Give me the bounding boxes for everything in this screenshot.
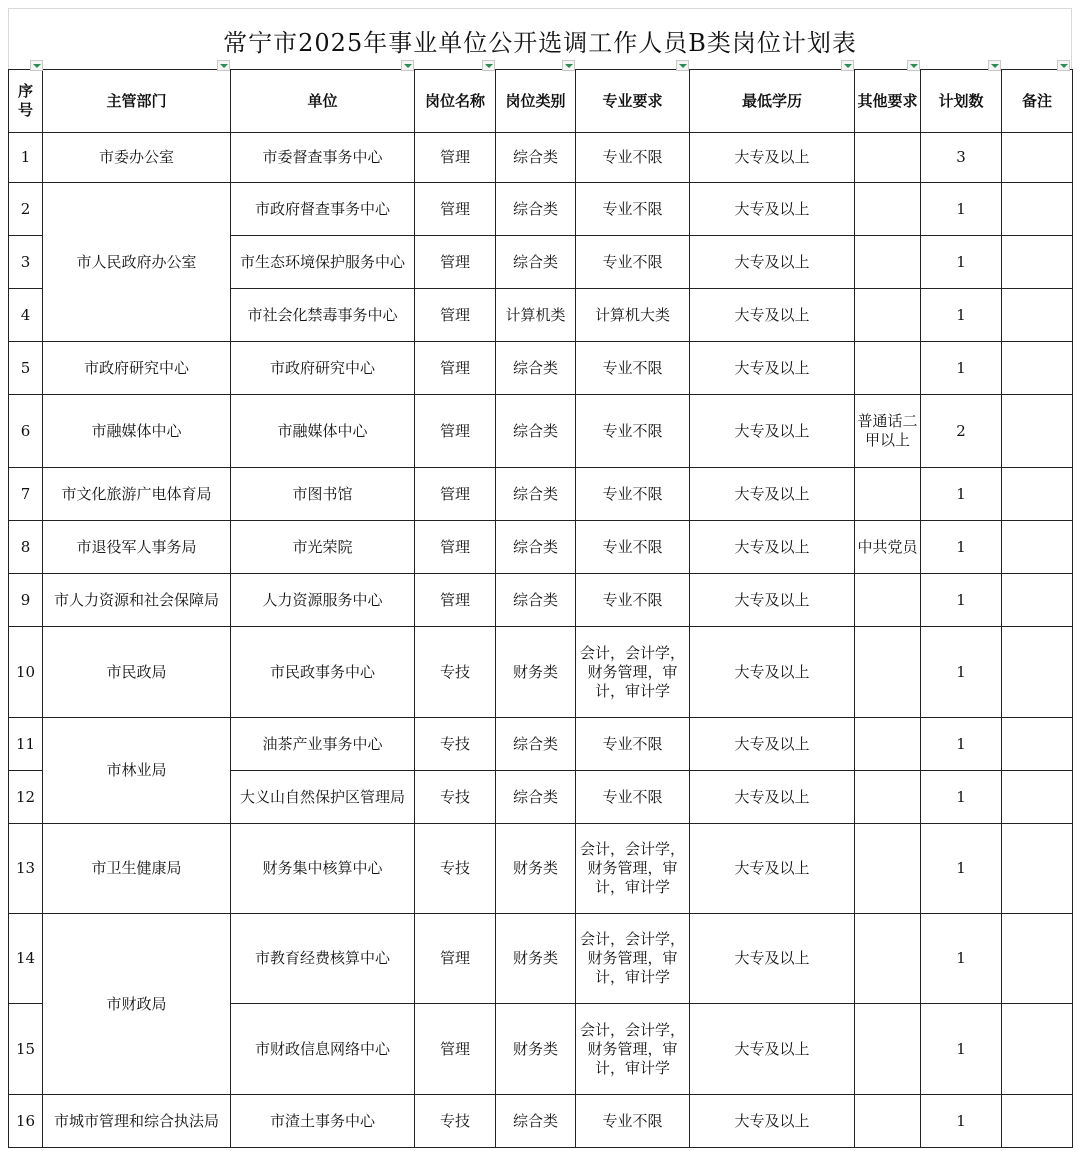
cell-plan[interactable]: 3 xyxy=(921,133,1002,183)
cell-dept[interactable]: 市人民政府办公室 xyxy=(43,183,231,342)
cell-unit[interactable]: 市光荣院 xyxy=(231,521,415,574)
cell-unit[interactable]: 市教育经费核算中心 xyxy=(231,914,415,1004)
cell-unit[interactable]: 油茶产业事务中心 xyxy=(231,718,415,771)
table-row xyxy=(9,521,1073,574)
cell-unit[interactable]: 财务集中核算中心 xyxy=(231,824,415,914)
cell-unit[interactable]: 市社会化禁毒事务中心 xyxy=(231,289,415,342)
cell-other[interactable] xyxy=(855,627,921,718)
cell-plan[interactable]: 1 xyxy=(921,1095,1002,1148)
cell-plan[interactable]: 1 xyxy=(921,627,1002,718)
cell-note[interactable] xyxy=(1002,1095,1073,1148)
cell-other[interactable] xyxy=(855,771,921,824)
table-row xyxy=(9,914,1073,1004)
cell-post[interactable]: 管理 xyxy=(415,183,496,236)
cell-major[interactable]: 会计，会计学，财务管理，审计，审计学 xyxy=(576,1004,690,1095)
cell-plan[interactable]: 1 xyxy=(921,771,1002,824)
cell-type[interactable]: 综合类 xyxy=(496,236,576,289)
cell-major[interactable]: 专业不限 xyxy=(576,133,690,183)
cell-type[interactable]: 综合类 xyxy=(496,521,576,574)
cell-post[interactable]: 管理 xyxy=(415,914,496,1004)
cell-dept[interactable]: 市融媒体中心 xyxy=(43,395,231,468)
filter-dropdown-icon[interactable] xyxy=(988,60,1001,71)
cell-major[interactable]: 专业不限 xyxy=(576,468,690,521)
cell-unit[interactable]: 大义山自然保护区管理局 xyxy=(231,771,415,824)
cell-edu[interactable]: 大专及以上 xyxy=(690,468,855,521)
cell-major[interactable]: 专业不限 xyxy=(576,1095,690,1148)
table-row xyxy=(9,133,1073,183)
filter-dropdown-icon[interactable] xyxy=(401,60,414,71)
cell-note[interactable] xyxy=(1002,395,1073,468)
cell-unit[interactable]: 市财政信息网络中心 xyxy=(231,1004,415,1095)
table-row xyxy=(9,183,1073,236)
header-row xyxy=(9,70,1073,133)
cell-other[interactable] xyxy=(855,236,921,289)
cell-major[interactable]: 专业不限 xyxy=(576,771,690,824)
cell-dept[interactable]: 市财政局 xyxy=(43,914,231,1095)
cell-other[interactable]: 普通话二甲以上 xyxy=(855,395,921,468)
cell-dept[interactable]: 市人力资源和社会保障局 xyxy=(43,574,231,627)
cell-edu[interactable]: 大专及以上 xyxy=(690,1004,855,1095)
cell-major[interactable]: 计算机大类 xyxy=(576,289,690,342)
cell-edu[interactable]: 大专及以上 xyxy=(690,236,855,289)
table-row xyxy=(9,342,1073,395)
cell-post[interactable]: 管理 xyxy=(415,521,496,574)
header-seq[interactable]: 序号 xyxy=(9,70,43,133)
cell-note[interactable] xyxy=(1002,771,1073,824)
cell-type[interactable]: 综合类 xyxy=(496,468,576,521)
cell-plan[interactable]: 1 xyxy=(921,183,1002,236)
cell-major[interactable]: 专业不限 xyxy=(576,395,690,468)
cell-other[interactable] xyxy=(855,1004,921,1095)
cell-note[interactable] xyxy=(1002,289,1073,342)
cell-edu[interactable]: 大专及以上 xyxy=(690,771,855,824)
cell-edu[interactable]: 大专及以上 xyxy=(690,574,855,627)
cell-note[interactable] xyxy=(1002,521,1073,574)
cell-dept[interactable]: 市城市管理和综合执法局 xyxy=(43,1095,231,1148)
cell-other[interactable] xyxy=(855,718,921,771)
cell-plan[interactable]: 1 xyxy=(921,468,1002,521)
cell-seq[interactable]: 4 xyxy=(9,289,43,342)
cell-plan[interactable]: 1 xyxy=(921,574,1002,627)
header-other[interactable]: 其他要求 xyxy=(855,70,921,133)
header-unit[interactable]: 单位 xyxy=(231,70,415,133)
cell-seq[interactable]: 11 xyxy=(9,718,43,771)
cell-edu[interactable]: 大专及以上 xyxy=(690,627,855,718)
table-row xyxy=(9,627,1073,718)
cell-unit[interactable]: 市民政事务中心 xyxy=(231,627,415,718)
cell-edu[interactable]: 大专及以上 xyxy=(690,289,855,342)
cell-post[interactable]: 专技 xyxy=(415,824,496,914)
cell-other[interactable] xyxy=(855,342,921,395)
cell-edu[interactable]: 大专及以上 xyxy=(690,824,855,914)
cell-type[interactable]: 财务类 xyxy=(496,1004,576,1095)
cell-unit[interactable]: 市政府督查事务中心 xyxy=(231,183,415,236)
filter-dropdown-icon[interactable] xyxy=(907,60,920,71)
cell-note[interactable] xyxy=(1002,1004,1073,1095)
cell-note[interactable] xyxy=(1002,183,1073,236)
filter-dropdown-icon[interactable] xyxy=(676,60,689,71)
cell-post[interactable]: 专技 xyxy=(415,627,496,718)
cell-edu[interactable]: 大专及以上 xyxy=(690,133,855,183)
cell-post[interactable]: 管理 xyxy=(415,236,496,289)
cell-type[interactable]: 综合类 xyxy=(496,183,576,236)
cell-post[interactable]: 专技 xyxy=(415,771,496,824)
table-row xyxy=(9,718,1073,771)
table-row xyxy=(9,1095,1073,1148)
cell-major[interactable]: 专业不限 xyxy=(576,183,690,236)
table-row xyxy=(9,468,1073,521)
cell-dept[interactable]: 市政府研究中心 xyxy=(43,342,231,395)
cell-seq[interactable]: 7 xyxy=(9,468,43,521)
spreadsheet xyxy=(8,8,1072,1148)
filter-dropdown-icon[interactable] xyxy=(841,60,854,71)
cell-seq[interactable]: 10 xyxy=(9,627,43,718)
cell-other[interactable] xyxy=(855,824,921,914)
cell-edu[interactable]: 大专及以上 xyxy=(690,342,855,395)
cell-seq[interactable]: 8 xyxy=(9,521,43,574)
header-post[interactable]: 岗位名称 xyxy=(415,70,496,133)
cell-note[interactable] xyxy=(1002,236,1073,289)
cell-dept[interactable]: 市文化旅游广电体育局 xyxy=(43,468,231,521)
cell-unit[interactable]: 市渣土事务中心 xyxy=(231,1095,415,1148)
cell-seq[interactable]: 5 xyxy=(9,342,43,395)
cell-note[interactable] xyxy=(1002,342,1073,395)
cell-plan[interactable]: 1 xyxy=(921,914,1002,1004)
cell-major[interactable]: 会计，会计学，财务管理，审计，审计学 xyxy=(576,627,690,718)
header-edu[interactable]: 最低学历 xyxy=(690,70,855,133)
cell-other[interactable] xyxy=(855,468,921,521)
cell-unit[interactable]: 市生态环境保护服务中心 xyxy=(231,236,415,289)
cell-post[interactable]: 管理 xyxy=(415,133,496,183)
cell-seq[interactable]: 14 xyxy=(9,914,43,1004)
cell-post[interactable]: 管理 xyxy=(415,574,496,627)
cell-note[interactable] xyxy=(1002,914,1073,1004)
cell-plan[interactable]: 1 xyxy=(921,342,1002,395)
cell-post[interactable]: 管理 xyxy=(415,468,496,521)
cell-note[interactable] xyxy=(1002,627,1073,718)
cell-type[interactable]: 综合类 xyxy=(496,133,576,183)
cell-seq[interactable]: 2 xyxy=(9,183,43,236)
cell-post[interactable]: 管理 xyxy=(415,342,496,395)
cell-edu[interactable]: 大专及以上 xyxy=(690,183,855,236)
cell-note[interactable] xyxy=(1002,133,1073,183)
cell-unit[interactable]: 市融媒体中心 xyxy=(231,395,415,468)
cell-unit[interactable]: 市委督查事务中心 xyxy=(231,133,415,183)
cell-seq[interactable]: 6 xyxy=(9,395,43,468)
cell-major[interactable]: 专业不限 xyxy=(576,718,690,771)
cell-dept[interactable]: 市林业局 xyxy=(43,718,231,824)
cell-seq[interactable]: 9 xyxy=(9,574,43,627)
filter-dropdown-icon[interactable] xyxy=(217,60,230,71)
page-title: 常宁市2025年事业单位公开选调工作人员B类岗位计划表 xyxy=(223,29,857,57)
header-type[interactable]: 岗位类别 xyxy=(496,70,576,133)
cell-type[interactable]: 综合类 xyxy=(496,1095,576,1148)
cell-edu[interactable]: 大专及以上 xyxy=(690,718,855,771)
cell-type[interactable]: 财务类 xyxy=(496,824,576,914)
cell-other[interactable] xyxy=(855,133,921,183)
cell-seq[interactable]: 1 xyxy=(9,133,43,183)
filter-dropdown-icon[interactable] xyxy=(562,60,575,71)
cell-dept[interactable]: 市卫生健康局 xyxy=(43,824,231,914)
cell-plan[interactable]: 1 xyxy=(921,289,1002,342)
cell-unit[interactable]: 市政府研究中心 xyxy=(231,342,415,395)
cell-plan[interactable]: 1 xyxy=(921,236,1002,289)
cell-seq[interactable]: 15 xyxy=(9,1004,43,1095)
cell-type[interactable]: 综合类 xyxy=(496,718,576,771)
plan-table xyxy=(8,69,1073,1148)
filter-dropdown-icon[interactable] xyxy=(30,60,43,71)
cell-type[interactable]: 综合类 xyxy=(496,574,576,627)
cell-seq[interactable]: 13 xyxy=(9,824,43,914)
cell-plan[interactable]: 1 xyxy=(921,521,1002,574)
header-plan[interactable]: 计划数 xyxy=(921,70,1002,133)
cell-plan[interactable]: 1 xyxy=(921,718,1002,771)
cell-major[interactable]: 专业不限 xyxy=(576,236,690,289)
table-row xyxy=(9,824,1073,914)
cell-post[interactable]: 专技 xyxy=(415,1095,496,1148)
cell-other[interactable] xyxy=(855,574,921,627)
cell-type[interactable]: 计算机类 xyxy=(496,289,576,342)
cell-note[interactable] xyxy=(1002,574,1073,627)
cell-other[interactable] xyxy=(855,1095,921,1148)
cell-post[interactable]: 专技 xyxy=(415,718,496,771)
cell-seq[interactable]: 12 xyxy=(9,771,43,824)
cell-other[interactable] xyxy=(855,914,921,1004)
cell-major[interactable]: 专业不限 xyxy=(576,574,690,627)
cell-seq[interactable]: 3 xyxy=(9,236,43,289)
cell-other[interactable] xyxy=(855,183,921,236)
cell-type[interactable]: 综合类 xyxy=(496,771,576,824)
cell-plan[interactable]: 1 xyxy=(921,824,1002,914)
cell-note[interactable] xyxy=(1002,824,1073,914)
cell-unit[interactable]: 人力资源服务中心 xyxy=(231,574,415,627)
header-major[interactable]: 专业要求 xyxy=(576,70,690,133)
cell-type[interactable]: 财务类 xyxy=(496,627,576,718)
cell-note[interactable] xyxy=(1002,468,1073,521)
title-row xyxy=(8,8,1072,69)
cell-major[interactable]: 专业不限 xyxy=(576,342,690,395)
cell-seq[interactable]: 16 xyxy=(9,1095,43,1148)
cell-unit[interactable]: 市图书馆 xyxy=(231,468,415,521)
cell-type[interactable]: 财务类 xyxy=(496,914,576,1004)
cell-other[interactable] xyxy=(855,289,921,342)
filter-dropdown-icon[interactable] xyxy=(1057,60,1070,71)
cell-dept[interactable]: 市民政局 xyxy=(43,627,231,718)
cell-dept[interactable]: 市退役军人事务局 xyxy=(43,521,231,574)
cell-type[interactable]: 综合类 xyxy=(496,395,576,468)
filter-dropdown-icon[interactable] xyxy=(482,60,495,71)
cell-other[interactable]: 中共党员 xyxy=(855,521,921,574)
cell-plan[interactable]: 2 xyxy=(921,395,1002,468)
cell-dept[interactable]: 市委办公室 xyxy=(43,133,231,183)
cell-edu[interactable]: 大专及以上 xyxy=(690,521,855,574)
cell-edu[interactable]: 大专及以上 xyxy=(690,1095,855,1148)
cell-plan[interactable]: 1 xyxy=(921,1004,1002,1095)
cell-post[interactable]: 管理 xyxy=(415,395,496,468)
cell-major[interactable]: 会计，会计学，财务管理，审计，审计学 xyxy=(576,914,690,1004)
cell-post[interactable]: 管理 xyxy=(415,289,496,342)
cell-edu[interactable]: 大专及以上 xyxy=(690,395,855,468)
table-row xyxy=(9,574,1073,627)
header-dept[interactable]: 主管部门 xyxy=(43,70,231,133)
cell-major[interactable]: 专业不限 xyxy=(576,521,690,574)
cell-type[interactable]: 综合类 xyxy=(496,342,576,395)
cell-major[interactable]: 会计，会计学，财务管理，审计，审计学 xyxy=(576,824,690,914)
cell-edu[interactable]: 大专及以上 xyxy=(690,914,855,1004)
header-note[interactable]: 备注 xyxy=(1002,70,1073,133)
cell-note[interactable] xyxy=(1002,718,1073,771)
table-row xyxy=(9,395,1073,468)
cell-post[interactable]: 管理 xyxy=(415,1004,496,1095)
